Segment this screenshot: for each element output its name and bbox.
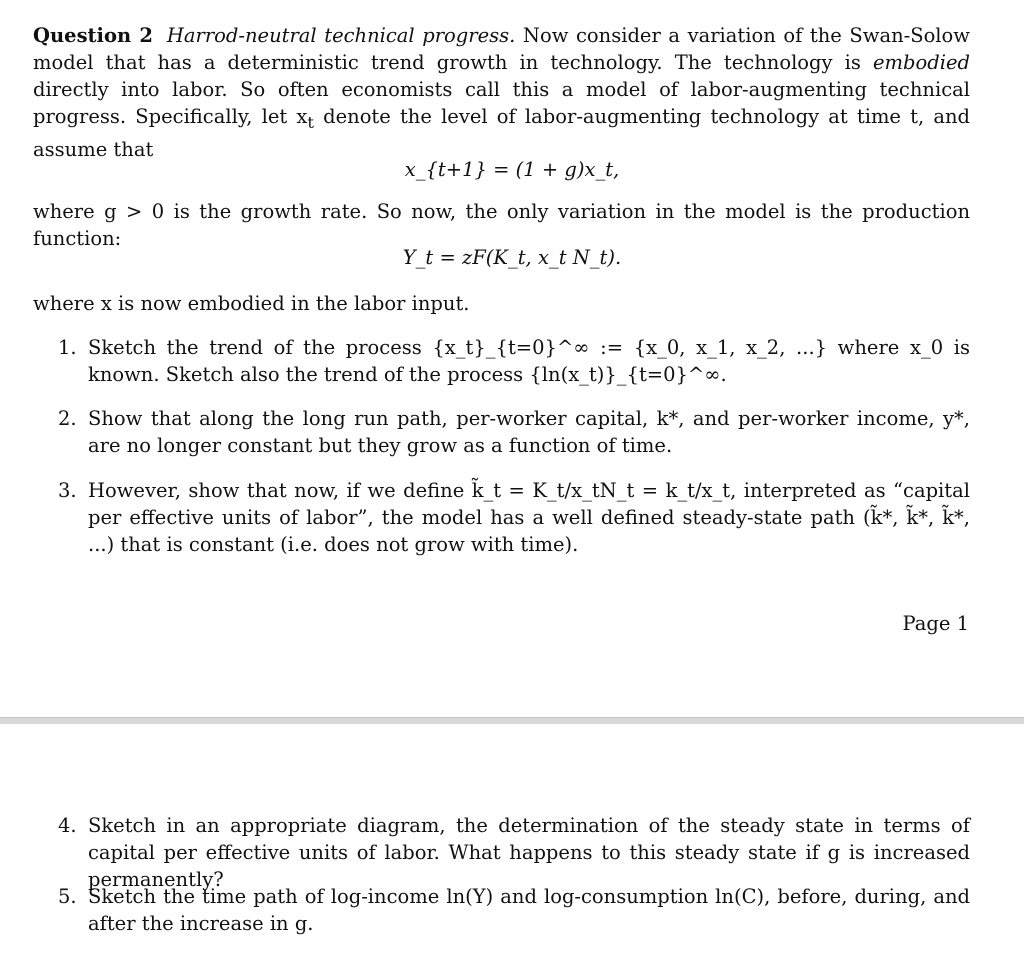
list-item-text: Sketch the time path of log-income ln(Y) and log-consumption ln(C), before, during, and after the increase in g. [88, 885, 970, 935]
list-number: 3. [58, 479, 77, 502]
growth-rate-text: where g > 0 is the growth rate. So now, the only variation in the model is the production function: [33, 200, 970, 250]
intro-text-part2: directly into labor. So often economists call this a model of labor-augmenting technical progress. Specifically, let x [33, 78, 970, 128]
list-number: 4. [58, 814, 77, 837]
question-subtitle: Harrod-neutral technical progress. [166, 24, 516, 47]
question-title: Question 2 [33, 24, 153, 47]
intro-text-part1: Now consider a variation of the Swan-Solow model that has a deterministic trend growth in technology. The technology is [33, 24, 970, 74]
list-number: 5. [58, 885, 77, 908]
document-page-2 [0, 724, 1024, 957]
intro-subscript: t [307, 112, 314, 132]
list-item-text: Show that along the long run path, per-worker capital, k*, and per-worker income, y*, are no longer constant but they grow as a function of time. [88, 407, 970, 457]
question-intro-paragraph [33, 22, 970, 163]
list-item-text: Sketch in an appropriate diagram, the determination of the steady state in terms of capital per effective units of labor. What happens to this steady state if g is increased permanently? [88, 814, 970, 891]
equation-technology-growth: x_{t+1} = (1 + g)x_t, [404, 158, 620, 181]
list-number: 1. [58, 336, 77, 359]
intro-emphasis: embodied [873, 51, 970, 74]
list-item-text: Sketch the trend of the process {x_t}_{t=0}^∞ := {x_0, x_1, x_2, ...} where x_0 is known. Sketch also the trend of the process {ln(x_t)}_{t=0}^∞. [88, 336, 970, 386]
list-number: 2. [58, 407, 77, 430]
page-number: Page 1 [902, 612, 969, 635]
intro-text-part3: denote the level of labor-augmenting technology at time t, and assume that [33, 105, 971, 161]
equation-production-function: Y_t = zF(K_t, x_t N_t). [402, 246, 622, 269]
list-item-text: However, show that now, if we define k̃_t = K_t/x_tN_t = k_t/x_t, interpreted as “capital per effective units of labor”, the model has a well defined steady-state path (k̃*, k̃*, k̃*, ...) that is constant (i.e. does not grow with time). [88, 479, 970, 556]
embodied-labor-text: where x is now embodied in the labor input. [33, 292, 470, 315]
